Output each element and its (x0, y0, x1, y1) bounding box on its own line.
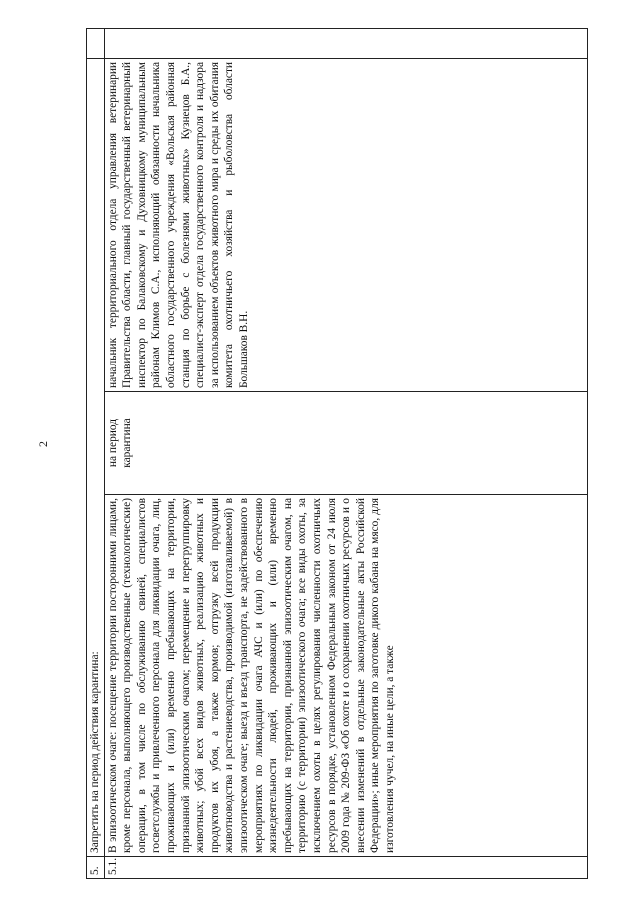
table-row-item (104, 28, 587, 878)
item-measure-text: В эпизоотическом очаге: посещение территории посторонними лицами, кроме персонала, выполняющего производственные (технологические) операции, в том числе по обслуживанию свиней, специалистов госветслужбы и привлеченного персонала для ликвидации очага, лиц, проживающих и (или) временно пребывающих на территории, признанной эпизоотическим очагом; перемещение и перегруппировку животных; убой всех видов животных, реализацию животных и продуктов их убоя, а также кормов; отгрузку всей продукции животноводства и растениеводства, производимой (изготавливаемой) в эпизоотическом очаге; выезд и въезд транспорта, не задействованного в мероприятиях по ликвидации очага АЧС и (или) по обеспечению жизнедеятельности людей, проживающих и (или) временно пребывающих на территории, признанной эпизоотическим очагом, на территорию (с территории) эпизоотического очага; все виды охоты, за исключением охоты в целях регулирования численности охотничьих ресурсов в порядке, установленном Федеральным законом от 24 июля 2009 года № 209-ФЗ «Об охоте и о сохранении охотничьих ресурсов и о внесении изменений в отдельные законодательные акты Российской Федерации»; иные мероприятия по заготовке дикого кабана на мясо, для изготовления чучел, на иные цели, а также (104, 495, 587, 857)
section-title: Запретить на период действия карантина: (87, 58, 105, 856)
item-note-cell (104, 28, 587, 58)
page-number: 2 (36, 441, 50, 447)
table-row-section (87, 28, 105, 878)
section-number: 5. (87, 857, 105, 879)
rotated-table-container (86, 29, 596, 879)
measures-table (86, 28, 588, 879)
section-note-cell (87, 28, 105, 58)
item-responsible: начальник территориального отдела управления ветеринарии Правительства области, главный государственный ветеринарный инспектор по Балаковскому и Духовницкому муниципальным районам Климов С.А., исполняющий обязанности начальника областного государственного учреждения «Вольская районная станция по борьбе с болезнями животных» Кузнецов Б.А., специалист-эксперт отдела государственного контроля и надзора за использованием объектов животного мира и среды их обитания комитета охотничьего хозяйства и рыболовства области Большаков В.Н. (104, 58, 587, 391)
item-term: на период карантина (104, 392, 587, 495)
item-number: 5.1. (104, 857, 587, 879)
